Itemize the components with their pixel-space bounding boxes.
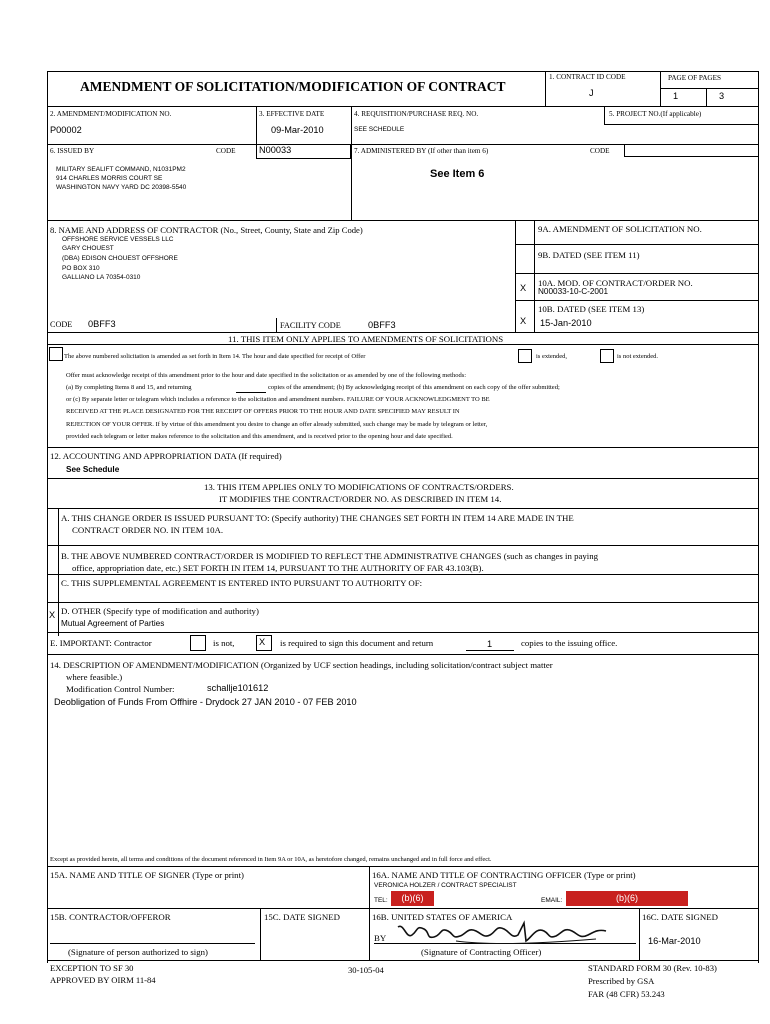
issued-by-line-1: MILITARY SEALIFT COMMAND, N1031PM2	[56, 166, 186, 173]
item-15a-label: 15A. NAME AND TITLE OF SIGNER (Type or print)	[50, 870, 244, 880]
effective-date-label: 3. EFFECTIVE DATE	[259, 110, 325, 118]
item-13a-line2: CONTRACT ORDER NO. IN ITEM 10A.	[72, 525, 224, 535]
issued-by-line-3: WASHINGTON NAVY YARD DC 20398-5540	[56, 184, 187, 191]
item-11-title: 11. THIS ITEM ONLY APPLIES TO AMENDMENTS OF SOLICITATIONS	[228, 334, 504, 344]
effective-date-value: 09-Mar-2010	[271, 125, 324, 135]
contracting-officer-name: VERONICA HOLZER / CONTRACT SPECIALIST	[374, 882, 517, 889]
item-13-title-1: 13. THIS ITEM APPLIES ONLY TO MODIFICATIONS OF CONTRACTS/ORDERS.	[204, 482, 514, 492]
frame-top	[47, 71, 759, 72]
frame-left	[47, 71, 48, 963]
item-13b-line1: B. THE ABOVE NUMBERED CONTRACT/ORDER IS MODIFIED TO REFLECT THE ADMINISTRATIVE CHANGES (such as changes in paying	[61, 551, 599, 561]
item-10b-mark: X	[520, 316, 527, 326]
prescribed-by: Prescribed by GSA	[588, 976, 655, 986]
item-13b-line2: office, appropriation date, etc.) SET FORTH IN ITEM 14, PURSUANT TO THE AUTHORITY OF FAR 43.103(B).	[72, 563, 484, 573]
contracting-officer-signature	[396, 919, 608, 947]
facility-code: 0BFF3	[368, 320, 396, 330]
item-11-p6: provided each telegram or letter makes reference to the solicitation and this amendment, and is received prior to the opening hour and date specified.	[66, 433, 453, 440]
contractor-code-label: CODE	[50, 320, 73, 329]
is-not-label: is not,	[213, 638, 235, 648]
item-11-p4: RECEIVED AT THE PLACE DESIGNATED FOR THE RECEIPT OF OFFERS PRIOR TO THE HOUR AND DATE SPECIFIED MAY RESULT IN	[66, 408, 460, 415]
control-number-value: schallje101612	[207, 683, 269, 693]
contractor-line-5: GALLIANO LA 70354-0310	[62, 274, 141, 281]
standard-form: STANDARD FORM 30 (Rev. 10-83)	[588, 963, 717, 973]
item-11-p3: or (c) By separate letter or telegram which includes a reference to the solicitation and amendment numbers. FAILURE OF YOUR ACKNOWLEDGMENT TO BE	[66, 396, 490, 403]
item-12-label: 12. ACCOUNTING AND APPROPRIATION DATA (If required)	[50, 451, 282, 461]
item-13d-label: D. OTHER (Specify type of modification and authority)	[61, 606, 259, 616]
control-number-label: Modification Control Number:	[66, 684, 175, 694]
item-10b-label: 10B. DATED (SEE ITEM 13)	[538, 304, 645, 314]
item-13-title-2: IT MODIFIES THE CONTRACT/ORDER NO. AS DESCRIBED IN ITEM 14.	[219, 494, 502, 504]
facility-code-label: FACILITY CODE	[280, 321, 341, 330]
item-16a-label: 16A. NAME AND TITLE OF CONTRACTING OFFICER (Type or print)	[372, 870, 636, 880]
amendment-no-label: 2. AMENDMENT/MODIFICATION NO.	[50, 110, 172, 118]
form-title: AMENDMENT OF SOLICITATION/MODIFICATION OF CONTRACT	[80, 79, 506, 94]
contractor-label: 8. NAME AND ADDRESS OF CONTRACTOR (No., Street, County, State and Zip Code)	[50, 225, 363, 235]
approved-text: APPROVED BY OIRM 11-84	[50, 975, 156, 985]
extended-checkbox[interactable]	[518, 349, 532, 363]
by-label: BY	[374, 933, 387, 943]
item-11-line1: The above numbered solicitation is amended as set forth in Item 14. The hour and date specified for receipt of Offer	[64, 353, 366, 360]
administered-by-label: 7. ADMINISTERED BY (If other than item 6)	[354, 147, 489, 155]
item-15b-sig: (Signature of person authorized to sign)	[68, 947, 208, 957]
is-not-checkbox[interactable]	[190, 635, 206, 651]
footer-note: Except as provided herein, all terms and conditions of the document referenced in Item 9A or 10A, as heretofore changed, remains unchanged and in full force and effect.	[50, 856, 492, 863]
contractor-line-4: PO BOX 310	[62, 265, 100, 272]
item-10a-label: 10A. MOD. OF CONTRACT/ORDER NO.	[538, 278, 693, 288]
item-14-label-2: where feasible.)	[66, 672, 123, 682]
item-16c-label: 16C. DATE SIGNED	[642, 912, 718, 922]
item-15c-label: 15C. DATE SIGNED	[264, 912, 340, 922]
page-of-pages-label: PAGE OF PAGES	[668, 74, 721, 82]
copies-label: copies to the issuing office.	[521, 638, 618, 648]
project-no-label: 5. PROJECT NO.(If applicable)	[609, 110, 702, 118]
item-10b-value: 15-Jan-2010	[540, 318, 592, 328]
item-16b-label: 16B. UNITED STATES OF AMERICA	[372, 912, 513, 922]
item-9a-label: 9A. AMENDMENT OF SOLICITATION NO.	[538, 224, 702, 234]
contractor-line-3: (DBA) EDISON CHOUEST OFFSHORE	[62, 255, 178, 262]
tel-label: TEL:	[374, 897, 388, 904]
email-redacted: (b)(6)	[566, 891, 688, 906]
contractor-line-2: GARY CHOUEST	[62, 245, 114, 252]
administered-by-value: See Item 6	[430, 168, 485, 180]
item-14-label-1: 14. DESCRIPTION OF AMENDMENT/MODIFICATION (Organized by UCF section headings, including solicitation/contract subject matter	[50, 660, 553, 670]
is-required-mark: X	[259, 637, 266, 647]
far-reference: FAR (48 CFR) 53.243	[588, 989, 665, 999]
item-13d-mark: X	[49, 610, 56, 620]
tel-redacted: (b)(6)	[391, 891, 434, 906]
contractor-line-1: OFFSHORE SERVICE VESSELS LLC	[62, 236, 174, 243]
item-11-p5: REJECTION OF YOUR OFFER. If by virtue of this amendment you desire to change an offer already submitted, such change may be made by telegram or letter,	[66, 421, 488, 428]
item-11-checkbox[interactable]	[49, 347, 63, 361]
item-10a-mark: X	[520, 283, 527, 293]
email-label: EMAIL:	[541, 897, 563, 904]
administered-by-code-label: CODE	[590, 147, 610, 155]
contract-id-value: J	[589, 88, 594, 98]
exception-text: EXCEPTION TO SF 30	[50, 963, 134, 973]
item-16b-sig: (Signature of Contracting Officer)	[421, 947, 542, 957]
item-11-p2a: (a) By completing Items 8 and 15, and returning	[66, 384, 192, 391]
extended-label: is extended,	[536, 353, 568, 360]
item-16c-value: 16-Mar-2010	[648, 936, 701, 946]
item-12-value: See Schedule	[66, 465, 120, 474]
requisition-value: SEE SCHEDULE	[354, 126, 405, 133]
issued-by-code: N00033	[259, 145, 292, 155]
item-14-description: Deobligation of Funds From Offhire - Drydock 27 JAN 2010 - 07 FEB 2010	[54, 697, 357, 707]
item-13a-line1: A. THIS CHANGE ORDER IS ISSUED PURSUANT TO: (Specify authority) THE CHANGES SET FORTH IN ITEM 14 ARE MADE IN THE	[61, 513, 574, 523]
requisition-label: 4. REQUISITION/PURCHASE REQ. NO.	[354, 110, 479, 118]
issued-by-code-label: CODE	[216, 147, 236, 155]
not-extended-label: is not extended.	[617, 353, 658, 360]
contractor-code: 0BFF3	[88, 319, 116, 329]
item-e-label: E. IMPORTANT: Contractor	[50, 638, 152, 648]
contract-id-label: 1. CONTRACT ID CODE	[549, 73, 626, 81]
item-10a-value: N00033-10-C-2001	[538, 287, 609, 296]
item-9b-label: 9B. DATED (SEE ITEM 11)	[538, 250, 640, 260]
form-number: 30-105-04	[348, 965, 384, 975]
page-count: 3	[719, 91, 725, 101]
frame-right	[758, 71, 759, 963]
item-15b-label: 15B. CONTRACTOR/OFFEROR	[50, 912, 171, 922]
copies-value: 1	[487, 639, 493, 649]
item-11-p2b: copies of the amendment; (b) By acknowledging receipt of this amendment on each copy of the offer submitted;	[268, 384, 560, 391]
amendment-no-value: P00002	[50, 125, 82, 135]
issued-by-line-2: 914 CHARLES MORRIS COURT SE	[56, 175, 163, 182]
not-extended-checkbox[interactable]	[600, 349, 614, 363]
item-13c: C. THIS SUPPLEMENTAL AGREEMENT IS ENTERED INTO PURSUANT TO AUTHORITY OF:	[61, 578, 423, 588]
is-required-label: is required to sign this document and return	[280, 638, 434, 648]
page-number: 1	[673, 91, 679, 101]
item-13d-value: Mutual Agreement of Parties	[61, 619, 165, 628]
issued-by-label: 6. ISSUED BY	[50, 147, 95, 155]
item-11-p1: Offer must acknowledge receipt of this amendment prior to the hour and date specified in the solicitation or as amended by one of the following methods:	[66, 372, 467, 379]
